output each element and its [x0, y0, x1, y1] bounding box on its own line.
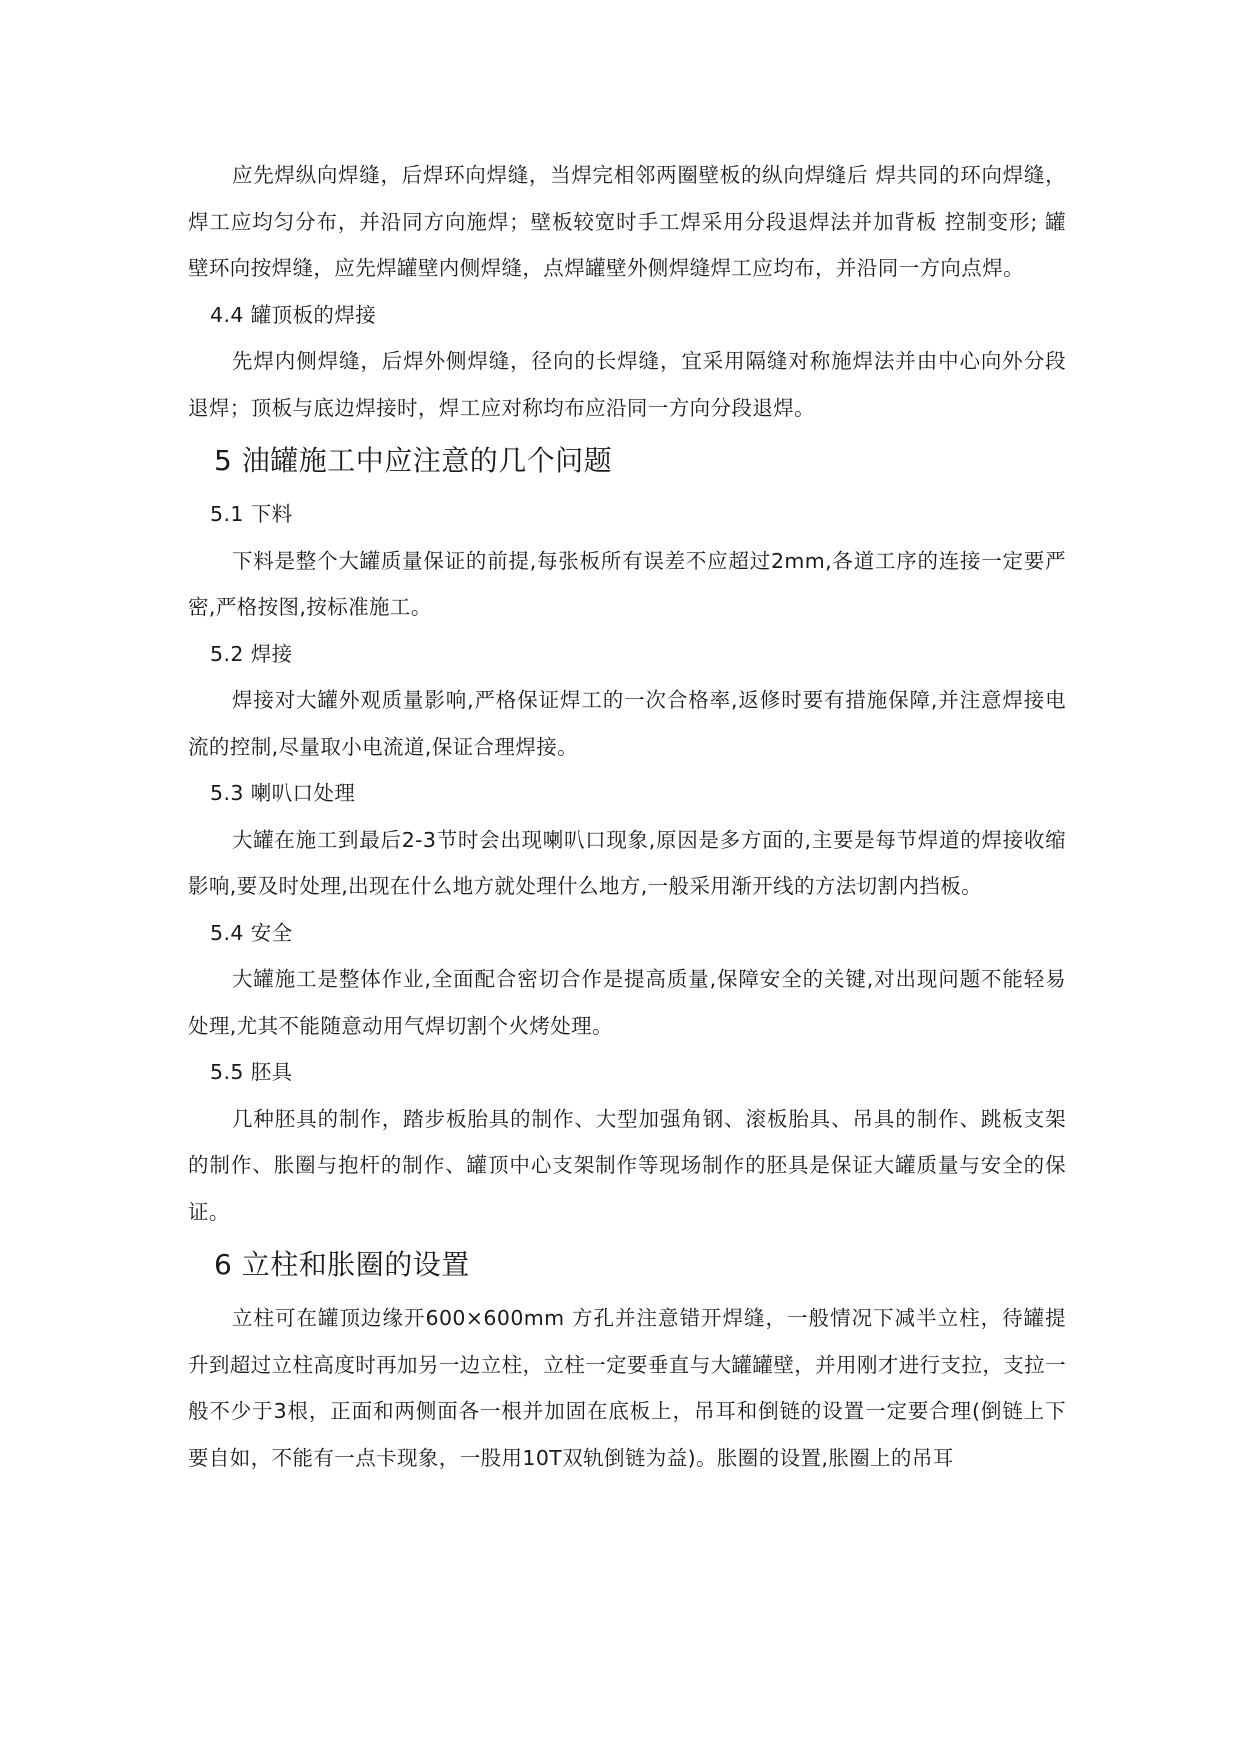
paragraph-roof-welding: 先焊内侧焊缝，后焊外侧焊缝，径向的长焊缝，宜采用隔缝对称施焊法并由中心向外分段退焊；顶板与底边焊接时，焊工应对称均布应沿同一方向分段退焊。 [188, 349, 1066, 420]
paragraph-bell-mouth: 大罐在施工到最后2-3节时会出现喇叭口现象,原因是多方面的,主要是每节焊道的焊接收缩影响,要及时处理,出现在什么地方就处理什么地方,一般采用渐开线的方法切割内挡板。 [188, 827, 1066, 898]
document-body [188, 152, 1066, 1481]
section-heading-5: 5 油罐施工中应注意的几个问题 [214, 444, 613, 477]
subheading-5-3: 5.3 喇叭口处理 [210, 781, 356, 805]
paragraph-cutting: 下料是整个大罐质量保证的前提,每张板所有误差不应超过2mm,各道工序的连接一定要严密,严格按图,按标准施工。 [188, 548, 1066, 619]
paragraph-safety: 大罐施工是整体作业,全面配合密切合作是提高质量,保障安全的关键,对出现问题不能轻易处理,尤其不能随意动用气焊切割个火烤处理。 [188, 967, 1066, 1038]
subheading-4-4: 4.4 罐顶板的焊接 [210, 302, 377, 327]
paragraph-columns: 立柱可在罐顶边缘开600×600mm 方孔并注意错开焊缝，一般情况下减半立柱，待罐提升到超过立柱高度时再加另一边立柱，立柱一定要垂直与大罐罐壁，并用刚才进行支拉，支拉一般不少于3根，正面和两侧面各一根并加固在底板上，吊耳和倒链的设置一定要合理(倒链上下要自如，不能有一点卡现象，一股用10T双轨倒链为益)。胀圈的设置,胀圈上的吊耳 [188, 1306, 1066, 1470]
paragraph-welding-order: 应先焊纵向焊缝，后焊环向焊缝，当焊完相邻两圈壁板的纵向焊缝后 焊共同的环向焊缝，焊工应均匀分布，并沿同方向施焊；壁板较宽时手工焊采用分段退焊法并加背板 控制变形; 罐壁环向按焊缝，应先焊罐壁内侧焊缝，点焊罐壁外侧焊缝焊工应均布，并沿同一方向点焊。 [188, 163, 1066, 280]
section-heading-6: 6 立柱和胀圈的设置 [214, 1248, 470, 1281]
paragraph-welding: 焊接对大罐外观质量影响,严格保证焊工的一次合格率,返修时要有措施保障,并注意焊接电流的控制,尽量取小电流道,保证合理焊接。 [188, 688, 1066, 759]
paragraph-fixtures: 几种胚具的制作，踏步板胎具的制作、大型加强角钢、滚板胎具、吊具的制作、跳板支架的制作、胀圈与抱杆的制作、罐顶中心支架制作等现场制作的胚具是保证大罐质量与安全的保证。 [188, 1106, 1066, 1224]
subheading-5-2: 5.2 焊接 [210, 641, 293, 666]
subheading-5-5: 5.5 胚具 [210, 1060, 293, 1084]
subheading-5-1: 5.1 下料 [210, 502, 293, 526]
subheading-5-4: 5.4 安全 [210, 920, 293, 945]
